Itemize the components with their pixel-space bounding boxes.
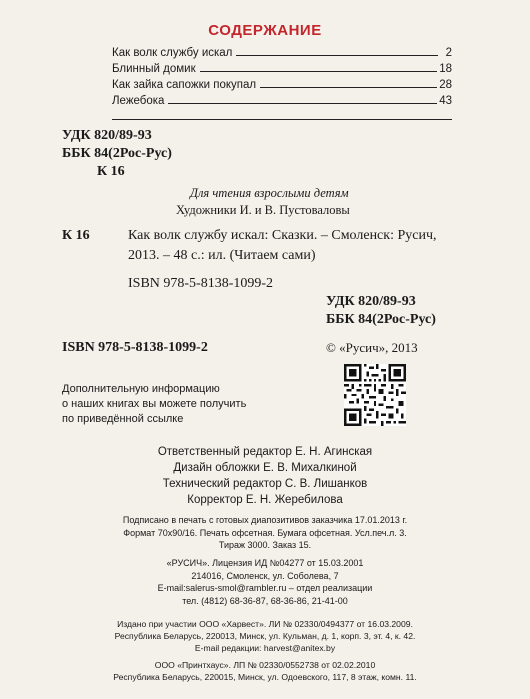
print-info <box>0 514 530 552</box>
publisher-info-line: E-mail:salerus-smol@rambler.ru – отдел реализации <box>157 583 373 593</box>
more-info-line: Дополнительную информацию <box>62 383 220 395</box>
entry-author-mark: К 16 <box>62 228 90 243</box>
contents-item <box>112 60 452 75</box>
printer-info-line: ООО «Принтхаус». ЛП № 02330/0552738 от 02.02.2010 <box>154 660 376 670</box>
contents-item-title: Как зайка сапожки покупал <box>112 79 257 91</box>
illustrators-note: Художники И. и В. Пустоваловы <box>176 203 350 217</box>
printer-info-line: Республика Беларусь, 220015, Минск, ул. Одоевского, 117, 8 этаж, комн. 11. <box>113 672 417 682</box>
publisher-info-line: «РУСИЧ». Лицензия ИД №04277 от 15.03.2001 <box>166 558 364 568</box>
entry-bbk: ББК 84(2Рос-Рус) <box>326 312 436 327</box>
leader-line <box>200 71 438 72</box>
udk-code: УДК 820/89-93 <box>62 128 152 143</box>
print-info-line: Формат 70x90/16. Печать офсетная. Бумага офсетная. Усл.печ.л. 3. <box>123 527 407 538</box>
credit-line: Дизайн обложки Е. В. Михалкиной <box>173 462 357 474</box>
contents-item-page: 2 <box>445 47 452 59</box>
more-info-text <box>62 382 246 427</box>
entry-line-2: 2013. – 48 с.: ил. (Читаем сами) <box>128 248 316 263</box>
contents-item-title: Лежебока <box>112 95 165 107</box>
printer-info <box>0 659 530 683</box>
bbk-code: ББК 84(2Рос-Рус) <box>62 146 172 161</box>
contents-item-page: 18 <box>439 63 452 75</box>
print-info-line: Тираж 3000. Заказ 15. <box>218 540 312 550</box>
copyright: © «Русич», 2013 <box>326 340 418 355</box>
audience-note: Для чтения взрослыми детям <box>190 186 349 200</box>
credits <box>0 444 530 508</box>
contents-bottom-rule <box>112 119 452 120</box>
contents-title: СОДЕРЖАНИЕ <box>208 22 322 39</box>
contents-item <box>112 92 452 107</box>
leader-line <box>260 87 437 88</box>
contents-item <box>112 76 452 91</box>
publisher-info-line: 214016, Смоленск, ул. Соболева, 7 <box>191 570 339 581</box>
entry-udk: УДК 820/89-93 <box>326 294 416 309</box>
credit-line: Технический редактор С. В. Лишанков <box>162 478 368 490</box>
more-info-line: по приведённой ссылке <box>62 413 184 425</box>
contents-item-title: Блинный домик <box>112 63 196 75</box>
harvest-info-line: Республика Беларусь, 220013, Минск, ул. Кульман, д. 1, корп. 3, эт. 4, к. 42. <box>114 631 416 641</box>
entry-line-1: Как волк службу искал: Сказки. – Смоленск: Русич, <box>128 228 437 243</box>
contents-item-title: Как волк службу искал <box>112 47 233 59</box>
publisher-info-line: тел. (4812) 68-36-87, 68-36-86, 21-41-00 <box>182 595 348 606</box>
harvest-info <box>0 618 530 654</box>
credit-line: Корректор Е. Н. Жеребилова <box>187 494 343 506</box>
contents-item-page: 43 <box>439 95 452 107</box>
isbn-main: ISBN 978-5-8138-1099-2 <box>62 340 208 355</box>
print-info-line: Подписано в печать с готовых диапозитивов заказчика 17.01.2013 г. <box>122 515 408 525</box>
author-mark: К 16 <box>97 164 125 179</box>
leader-line <box>168 103 437 104</box>
leader-line <box>236 55 438 56</box>
harvest-info-line: E-mail редакции: harvest@anitex.by <box>194 643 336 653</box>
contents-item-page: 28 <box>439 79 452 91</box>
contents-item <box>112 44 452 59</box>
credit-line: Ответственный редактор Е. Н. Агинская <box>157 446 373 458</box>
more-info-line: о наших книгах вы можете получить <box>62 398 247 410</box>
harvest-info-line: Издано при участии ООО «Харвест». ЛИ № 02330/0494377 от 16.03.2009. <box>117 619 413 629</box>
publisher-info <box>0 557 530 607</box>
qr-code[interactable] <box>344 364 406 426</box>
entry-isbn: ISBN 978-5-8138-1099-2 <box>128 276 274 291</box>
